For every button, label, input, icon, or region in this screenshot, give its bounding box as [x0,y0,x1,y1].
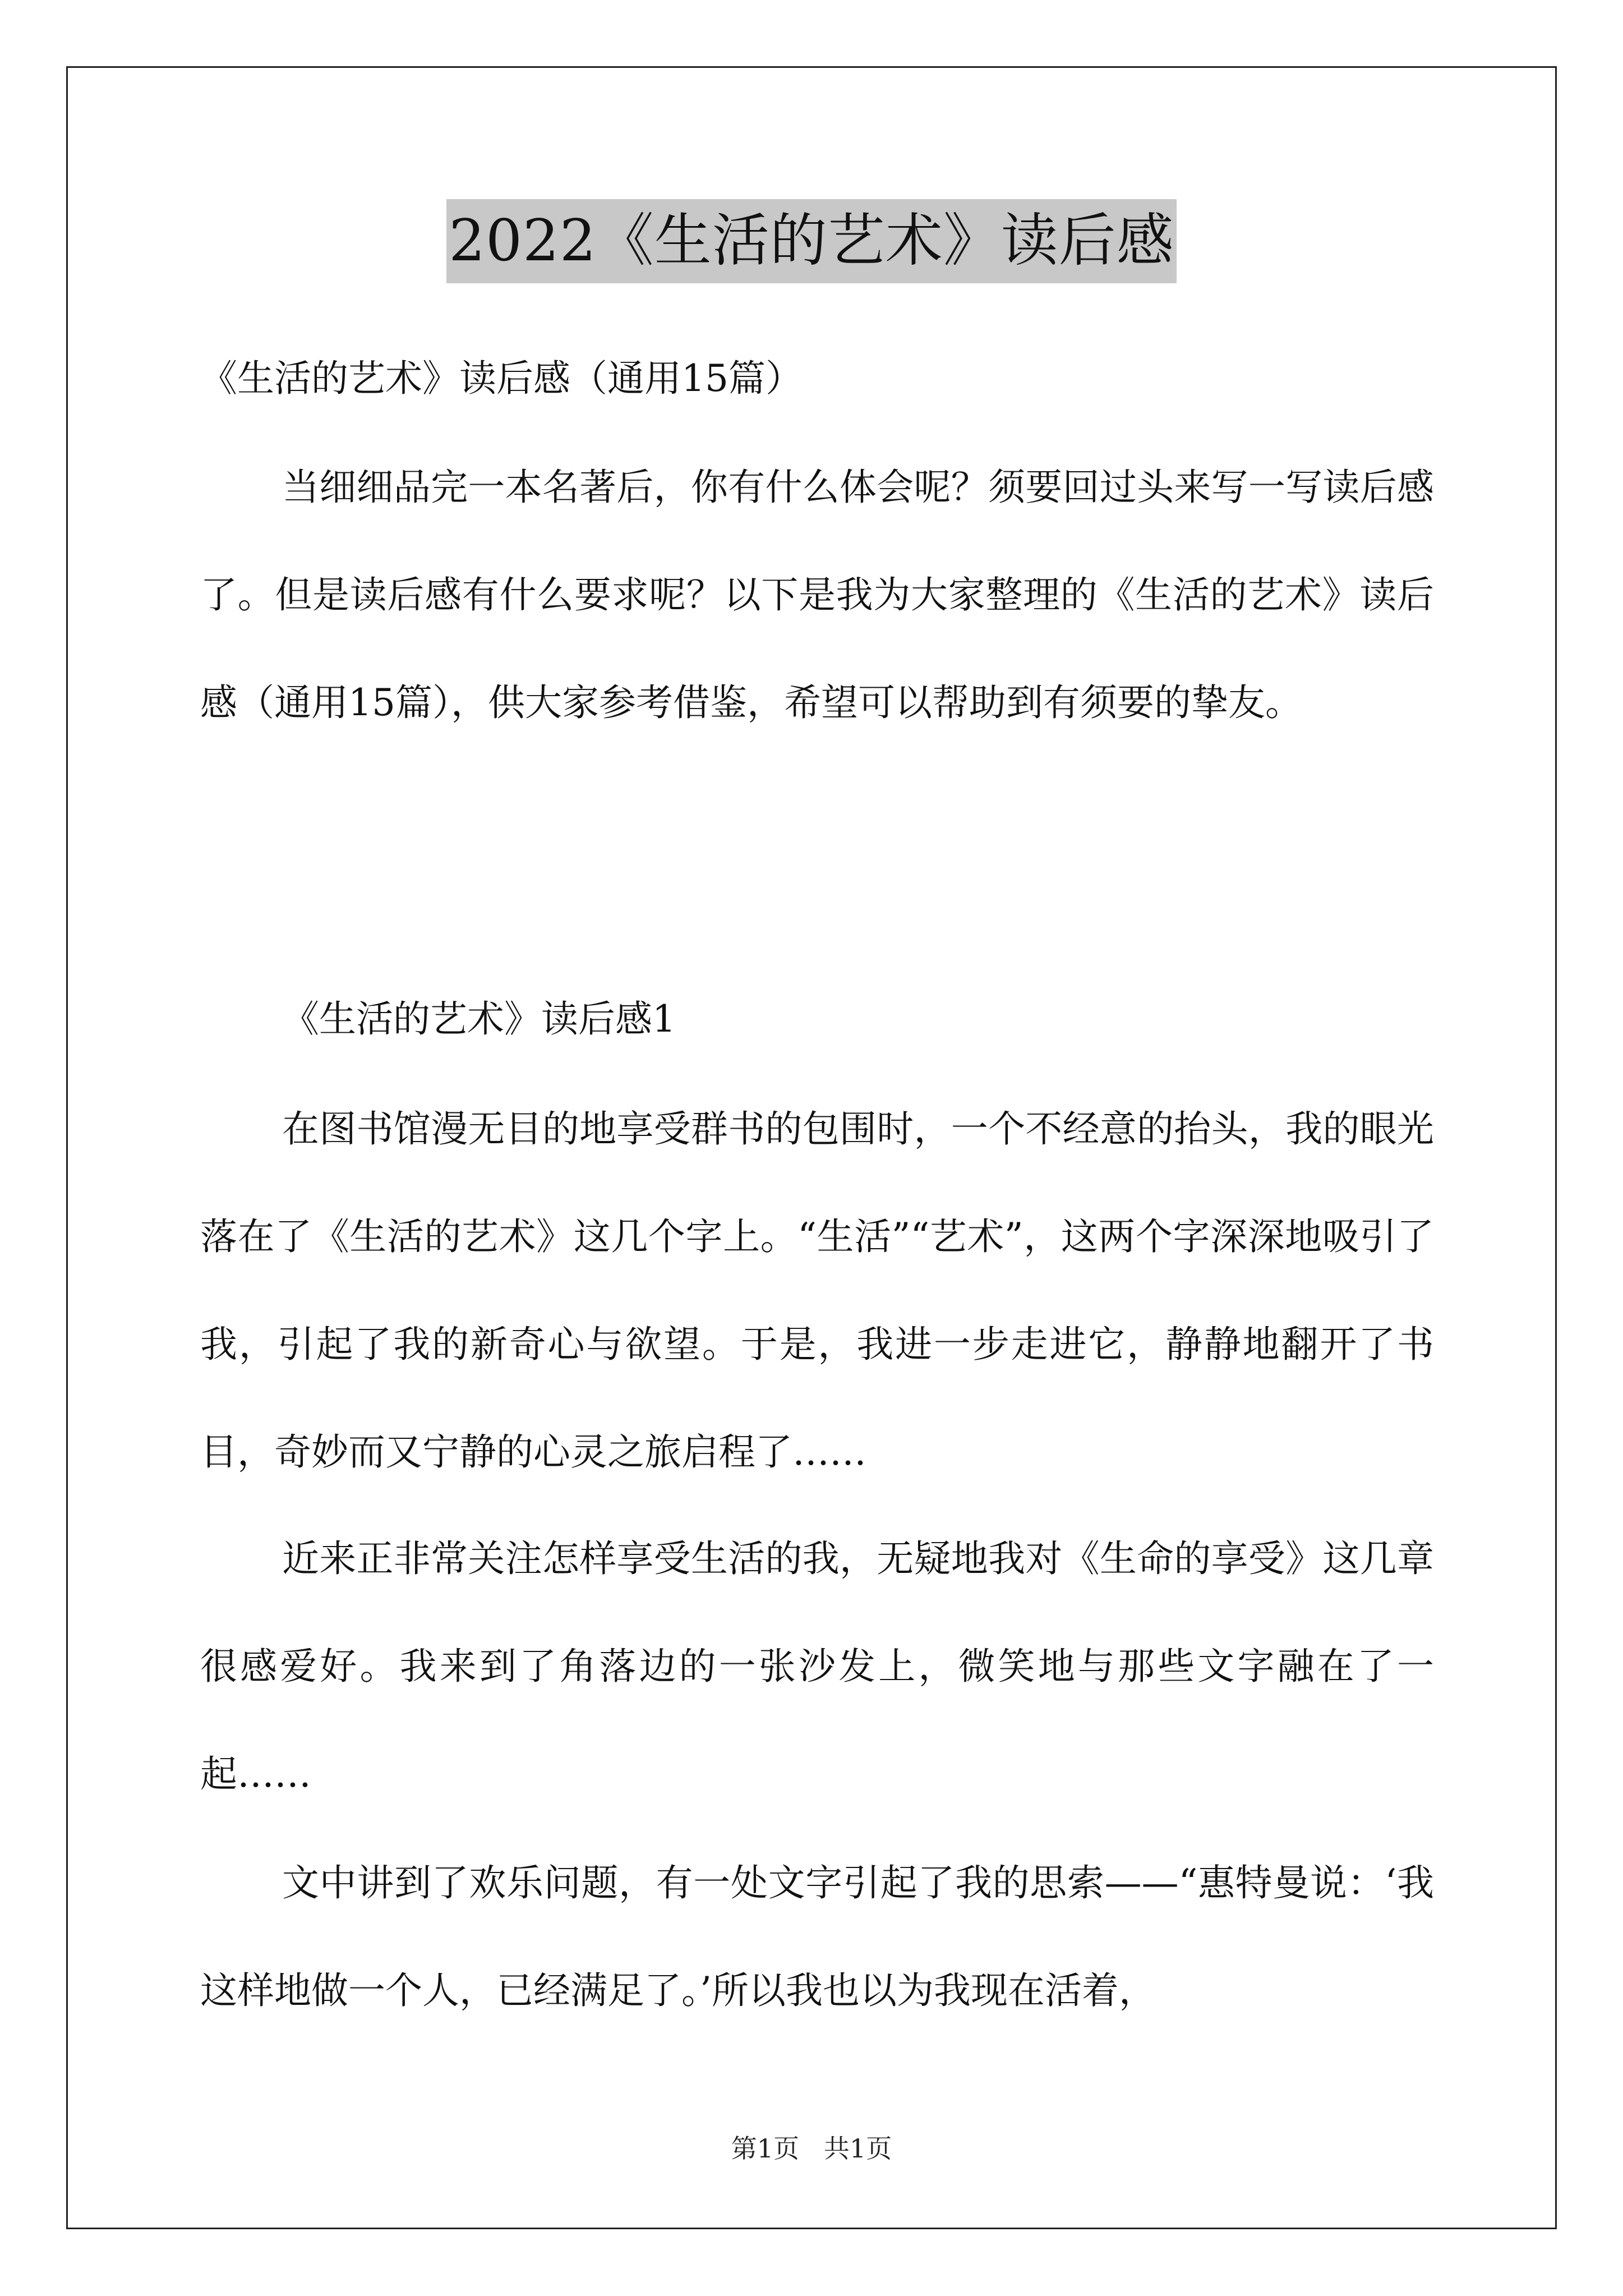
body-paragraph: 文中讲到了欢乐问题，有一处文字引起了我的思索——“惠特曼说：‘我这样地做一个人，已经满足了。’所以我也以为我现在活着， [200,1861,1434,2012]
title-container [0,199,1623,283]
page-footer: 第1页 共1页 [731,2133,892,2164]
body-paragraph: 在图书馆漫无目的地享受群书的包围时，一个不经意的抬头，我的眼光落在了《生活的艺术》这几个字上。“生活”“艺术”，这两个字深深地吸引了我，引起了我的新奇心与欲望。于是，我进一步走进它，静静地翻开了书目，奇妙而又宁静的心灵之旅启程了…… [200,1107,1434,1474]
section-heading: 《生活的艺术》读后感1 [282,997,676,1041]
document-title: 2022《生活的艺术》读后感 [446,199,1177,283]
intro-paragraph: 当细细品完一本名著后，你有什么体会呢？须要回过头来写一写读后感了。但是读后感有什么要求呢？以下是我为大家整理的《生活的艺术》读后感（通用15篇），供大家参考借鉴，希望可以帮助到有须要的挚友。 [200,466,1434,724]
body-paragraph: 近来正非常关注怎样享受生活的我，无疑地我对《生命的享受》这几章很感爱好。我来到了角落边的一张沙发上，微笑地与那些文字融在了一起…… [200,1537,1434,1796]
document-subtitle: 《生活的艺术》读后感（通用15篇） [200,357,803,400]
